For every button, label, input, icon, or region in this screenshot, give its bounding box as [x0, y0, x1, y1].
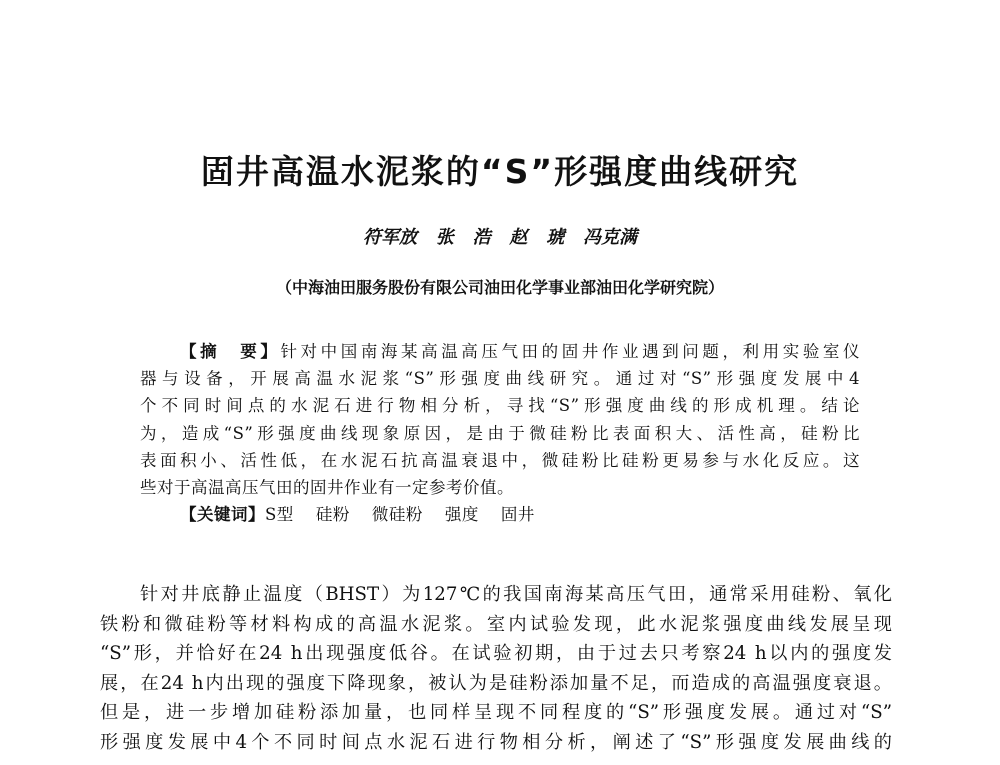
body-line: 形强度发展中4个不同时间点水泥石进行物相分析，阐述了“S”形强度发展曲线的	[100, 731, 892, 753]
abstract-section	[140, 338, 860, 528]
paper-title: 固井高温水泥浆的“S”形强度曲线研究	[200, 152, 800, 191]
abstract-line: 器与设备，开展高温水泥浆“S”形强度曲线研究。通过对“S”形强度发展中4	[140, 369, 860, 389]
keywords-line	[140, 501, 860, 528]
body-line: “S”形，并恰好在24 h出现强度低谷。在试验初期，由于过去只考察24 h以内的强度发	[100, 643, 892, 665]
author-affiliation: （中海油田服务股份有限公司油田化学事业部油田化学研究院）	[275, 278, 724, 297]
body-line: 铁粉和微硅粉等材料构成的高温水泥浆。室内试验发现，此水泥浆强度曲线发展呈现	[100, 613, 892, 635]
abstract-line	[140, 338, 860, 365]
abstract-line: 表面积小、活性低，在水泥石抗高温衰退中，微硅粉比硅粉更易参与水化反应。这	[140, 450, 860, 470]
keyword: S型	[265, 505, 294, 525]
keyword: 硅粉	[315, 505, 350, 525]
body-line: 但是，进一步增加硅粉添加量，也同样呈现不同程度的“S”形强度发展。通过对“S”	[100, 702, 892, 724]
body-line: 展，在24 h内出现的强度下降现象，被认为是硅粉添加量不足，而造成的高温强度衰退。	[100, 672, 892, 694]
keyword: 强度	[444, 505, 479, 525]
abstract-text: 针对中国南海某高温高压气田的固井作业遇到问题，利用实验室仪	[280, 342, 861, 361]
abstract-line: 些对于高温高压气田的固井作业有一定参考价值。	[140, 477, 514, 497]
keywords-label: 【关键词】	[180, 505, 265, 525]
author-list: 符军放 张 浩 赵 琥 冯克满	[363, 227, 637, 248]
abstract-line: 为，造成“S”形强度曲线现象原因，是由于微硅粉比表面积大、活性高，硅粉比	[140, 423, 860, 443]
body-paragraph	[100, 580, 892, 758]
keyword: 微硅粉	[371, 505, 423, 525]
abstract-label: 【摘 要】	[180, 342, 281, 361]
abstract-line: 个不同时间点的水泥石进行物相分析，寻找“S”形强度曲线的形成机理。结论	[140, 396, 860, 416]
body-line: 针对井底静止温度（BHST）为127℃的我国南海某高压气田，通常采用硅粉、氧化	[140, 584, 892, 605]
keyword: 固井	[500, 505, 535, 525]
